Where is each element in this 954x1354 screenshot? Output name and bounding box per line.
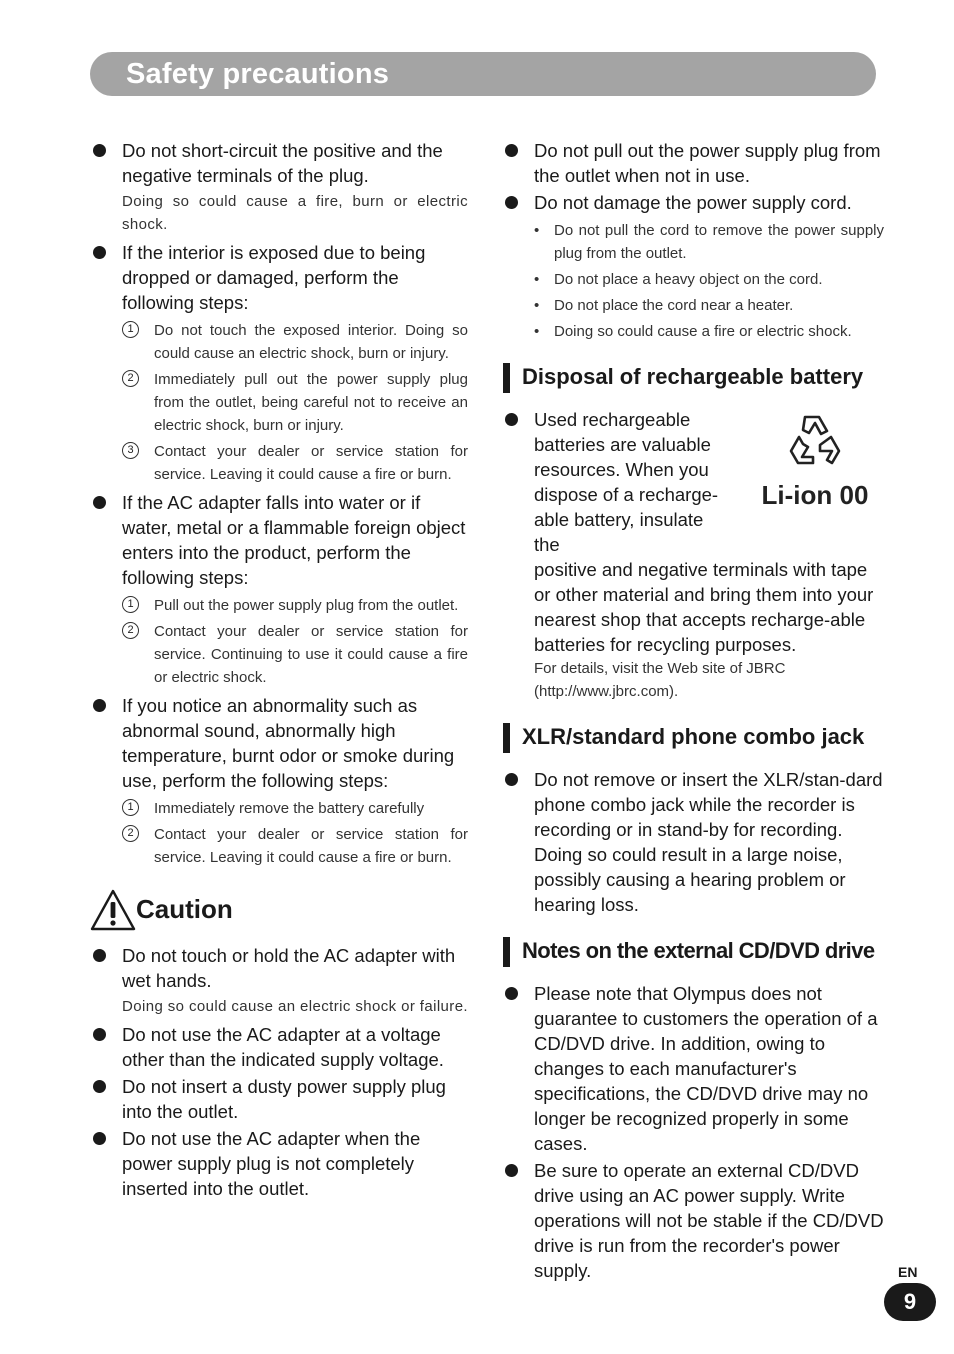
- list-item: [500, 190, 884, 215]
- header-bar: [90, 52, 876, 96]
- step-item: 1 Pull out the power supply plug from the outlet.: [88, 594, 468, 617]
- step-item: 1 Immediately remove the battery carefully: [88, 797, 468, 820]
- list-item: [88, 1022, 468, 1072]
- step-item: 2 Contact your dealer or service station for service. Leaving it could cause a fire or burn.: [88, 823, 468, 869]
- section-heading-xlr: XLR/standard phone combo jack: [500, 723, 884, 751]
- circled-number-icon: 3: [122, 442, 139, 459]
- right-column: [500, 138, 884, 1285]
- li-ion-label: Li-ion 00: [761, 480, 869, 510]
- section-heading-cd-dvd: Notes on the external CD/DVD drive: [500, 937, 884, 965]
- bullet-dot-icon: [505, 987, 518, 1000]
- list-item: [500, 138, 884, 188]
- page-number: 9: [884, 1283, 936, 1321]
- warning-triangle-icon: [90, 889, 136, 931]
- item-note: Doing so could cause an electric shock or failure.: [122, 998, 469, 1015]
- bullet-dot-icon: [505, 773, 518, 786]
- item-text: If you notice an abnormality such as abnormal sound, abnormally high temperature, burnt odor or smoke during use, perform the following steps:: [122, 695, 455, 791]
- sub-list-item: • Doing so could cause a fire or electric shock.: [534, 323, 852, 340]
- item-note: For details, visit the Web site of JBRC (http://www.jbrc.com).: [534, 660, 786, 700]
- battery-section: [500, 407, 884, 703]
- bullet-dot-icon: [505, 1164, 518, 1177]
- heading-bar: [503, 723, 510, 753]
- item-text: Do not short-circuit the positive and the negative terminals of the plug.: [122, 140, 443, 186]
- list-item: [88, 490, 468, 590]
- item-text: Do not damage the power supply cord.: [534, 192, 852, 213]
- item-text: Do not pull out the power supply plug from the outlet when not in use.: [534, 140, 881, 186]
- item-text: If the AC adapter falls into water or if water, metal or a flammable foreign object enters into the product, perform the following steps:: [122, 492, 466, 588]
- item-text: Do not use the AC adapter at a voltage other than the indicated supply voltage.: [122, 1024, 444, 1070]
- step-item: 1 Do not touch the exposed interior. Doing so could cause an electric shock, burn or injury.: [88, 319, 468, 365]
- left-column: [88, 138, 468, 1203]
- circled-number-icon: 2: [122, 370, 139, 387]
- list-item: [88, 1074, 468, 1124]
- bullet-dot-icon: [505, 413, 518, 426]
- circled-number-icon: 2: [122, 825, 139, 842]
- step-item: 2 Contact your dealer or service station for service. Continuing to use it could cause a fire or electric shock.: [88, 620, 468, 689]
- item-text: If the interior is exposed due to being dropped or damaged, perform the following steps:: [122, 242, 426, 313]
- caution-heading: [88, 887, 468, 935]
- list-item: [88, 240, 468, 315]
- list-item: [88, 693, 468, 793]
- item-text: Do not remove or insert the XLR/stan-dard phone combo jack while the recorder is recording or in stand-by for recording. Doing so could result in a large noise, possibly causing a hearing problem or hearing loss.: [534, 769, 883, 915]
- sub-list-item: • Do not place a heavy object on the cord.: [534, 271, 823, 288]
- page-title: Safety precautions: [126, 58, 390, 90]
- bullet-dot-icon: [93, 699, 106, 712]
- bullet-dot-icon: [93, 144, 106, 157]
- sub-list-item: • Do not place the cord near a heater.: [534, 297, 794, 314]
- item-text: Do not touch or hold the AC adapter with wet hands.: [122, 945, 456, 991]
- sub-list-item: • Do not pull the cord to remove the power supply plug from the outlet.: [534, 222, 884, 262]
- item-note: Doing so could cause a fire, burn or electric shock.: [122, 193, 468, 233]
- bullet-dot-icon: [93, 496, 106, 509]
- bullet-dot-icon: [505, 144, 518, 157]
- heading-bar: [503, 937, 510, 967]
- item-text: Used rechargeable batteries are valuable resources. When you dispose of a recharge-able battery, insulate the: [534, 409, 719, 555]
- list-item: [88, 943, 468, 1018]
- circled-number-icon: 2: [122, 622, 139, 639]
- bullet-dot-icon: [93, 949, 106, 962]
- list-item: [500, 981, 884, 1156]
- caution-title: Caution: [136, 894, 233, 924]
- circled-number-icon: 1: [122, 596, 139, 613]
- item-text: Do not use the AC adapter when the power supply plug is not completely inserted into the outlet.: [122, 1128, 421, 1199]
- step-item: 2 Immediately pull out the power supply plug from the outlet, being careful not to receive an electric shock, burn or injury.: [88, 368, 468, 437]
- heading-bar: [503, 363, 510, 393]
- bullet-dot-icon: [93, 246, 106, 259]
- bullet-dot-icon: [93, 1080, 106, 1093]
- list-item: [500, 407, 884, 703]
- language-label: EN: [898, 1264, 918, 1280]
- list-item: [88, 138, 468, 236]
- list-item: [500, 767, 884, 917]
- circled-number-icon: 1: [122, 799, 139, 816]
- item-text: Please note that Olympus does not guarantee to customers the operation of a CD/DVD drive. In addition, owing to changes to each manufacturer's specifications, the CD/DVD drive may no longer be recognized properly in some cases.: [534, 983, 878, 1154]
- item-text: Be sure to operate an external CD/DVD drive using an AC power supply. Write operations will not be stable if the CD/DVD drive is run from the recorder's power supply.: [534, 1160, 884, 1281]
- item-text: Do not insert a dusty power supply plug into the outlet.: [122, 1076, 446, 1122]
- bullet-dot-icon: [93, 1132, 106, 1145]
- bullet-dot-icon: [93, 1028, 106, 1041]
- step-item: 3 Contact your dealer or service station for service. Leaving it could cause a fire or burn.: [88, 440, 468, 486]
- bullet-dot-icon: [505, 196, 518, 209]
- item-text-continued: positive and negative terminals with tape or other material and bring them into your nearest shop that accepts recharge-able batteries for recycling purposes.: [534, 559, 874, 655]
- list-item: [88, 1126, 468, 1201]
- circled-number-icon: 1: [122, 321, 139, 338]
- section-heading-battery: Disposal of rechargeable battery: [500, 363, 884, 391]
- list-item: [500, 1158, 884, 1283]
